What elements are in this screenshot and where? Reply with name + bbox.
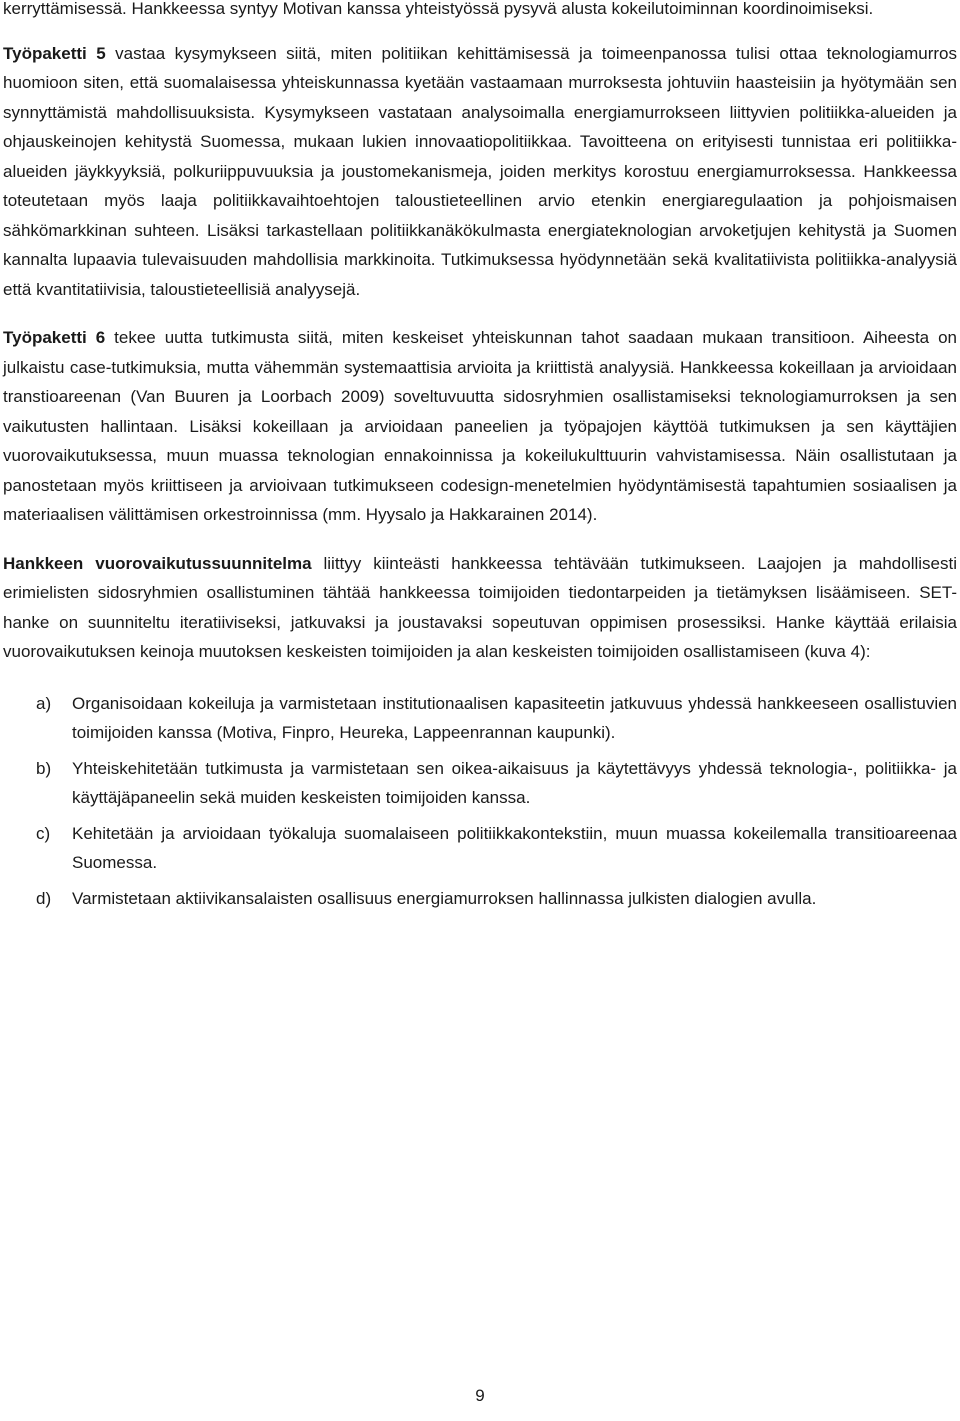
list-item (3, 819, 957, 878)
paragraph-interaction-plan (3, 549, 957, 667)
paragraph-intro-text: kerryttämisessä. Hankkeessa syntyy Motivan kanssa yhteistyössä pysyvä alusta kokeilutoiminnan koordinoimiseksi. (3, 0, 874, 18)
work-package-6-heading: Työpaketti 6 (3, 328, 106, 347)
interaction-plan-heading: Hankkeen vuorovaikutussuunnitelma (3, 553, 312, 573)
list-item (3, 754, 957, 813)
work-package-5-heading: Työpaketti 5 (3, 43, 106, 63)
list-item (3, 689, 957, 748)
list-item-text: Kehitetään ja arvioidaan työkaluja suomalaiseen politiikkakontekstiin, muun muassa kokeilemalla transitioareenaa Suomessa. (72, 823, 957, 872)
list-item-marker: a) (36, 693, 52, 713)
list-item-marker: c) (36, 823, 51, 843)
page-number: 9 (475, 1386, 485, 1405)
paragraph-work-package-6 (3, 323, 957, 530)
list-item (3, 884, 957, 914)
list-item-text: Yhteiskehitetään tutkimusta ja varmistetaan sen oikea-aikaisuus ja käytettävyys yhdessä teknologia-, politiikka- ja käyttäjäpaneelin sekä muiden keskeisten toimijoiden kanssa. (72, 758, 957, 807)
work-package-6-text: tekee uutta tutkimusta siitä, miten keskeiset yhteiskunnan tahot saadaan mukaan transitioon. Aiheesta on julkaistu case-tutkimuksia, mutta vähemmän systemaattisia arvioita ja kriittistä analyysiä. Hankkeessa kokeillaan ja arvioidaan transtioareenan (Van Buuren ja Loorbach 2009) soveltuvuutta sidosryhmien osallistamiseksi teknologiamurroksen ja sen vaikutusten hallintaan. Lisäksi kokeillaan ja arvioidaan paneelien ja työpajojen käyttöä tutkimuksen ja sen käyttäjien vuorovaikutuksessa, muun muassa teknologian ennakoinnissa ja kokeilukulttuurin vahvistamisessa. Näin osallistutaan ja panostetaan myös kriittiseen ja arvioivaan tutkimukseen codesign-menetelmien hyödyntämisestä tapahtumien sosiaalisen ja materiaalisen välittämisen orkestroinnissa (mm. Hyysalo ja Hakkarainen 2014). (3, 328, 957, 524)
list-item-text: Organisoidaan kokeiluja ja varmistetaan institutionaalisen kapasiteetin jatkuvuus yhdessä hankkeeseen osallistuvien toimijoiden kanssa (Motiva, Finpro, Heureka, Lappeenrannan kaupunki). (72, 693, 957, 742)
work-package-5-text: vastaa kysymykseen siitä, miten politiikan kehittämisessä ja toimeenpanossa tulisi ottaa teknologiamurros huomioon siten, että suomalaisessa yhteiskunnassa kyetään vastaamaan murroksesta johtuviin haasteisiin ja hyötymään sen synnyttämistä mahdollisuuksista. Kysymykseen vastataan analysoimalla energiamurrokseen liittyvien politiikka-alueiden ja ohjauskeinojen kehitystä Suomessa, mukaan lukien innovaatiopolitiikkaa. Tavoitteena on erityisesti tunnistaa eri politiikka-alueiden jäykkyyksiä, polkuriippuvuuksia ja joustomekanismeja, joiden merkitys korostuu energiamurroksessa. Hankkeessa toteutetaan myös laaja politiikkavaihtoehtojen taloustieteellinen arvio etenkin energiaregulaation ja pohjoismaisen sähkömarkkinan suhteen. Lisäksi tarkastellaan politiikkanäkökulmasta energiateknologian arvoketjujen kehitystä ja Suomen kannalta lupaavia tulevaisuuden mahdollisia markkinoita. Tutkimuksessa hyödynnetään sekä kvalitatiivista politiikka-analyysiä että kvantitatiivisia, taloustieteellisiä analyysejä. (3, 43, 958, 299)
list-item-marker: d) (36, 888, 52, 908)
interaction-plan-text: liittyy kiinteästi hankkeessa tehtävään tutkimukseen. Laajojen ja mahdollisesti erimielisten sidosryhmien osallistuminen tähtää hankkeessa toimijoiden tiedontarpeiden ja tietämyksen lisäämiseen. SET-hanke on suunniteltu iteratiiviseksi, jatkuvaksi ja joustavaksi sopeutuvan oppimisen prosessiksi. Hanke käyttää erilaisia vuorovaikutuksen keinoja muutoksen keskeisten toimijoiden ja alan keskeisten toimijoiden osallistamiseen (kuva 4): (3, 553, 957, 661)
paragraph-work-package-5 (3, 39, 957, 305)
document-page (3, 0, 957, 919)
interaction-methods-list (3, 689, 957, 914)
list-item-text: Varmistetaan aktiivikansalaisten osallisuus energiamurroksen hallinnassa julkisten dialogien avulla. (72, 888, 817, 908)
list-item-marker: b) (36, 758, 52, 778)
paragraph-intro (3, 0, 957, 24)
